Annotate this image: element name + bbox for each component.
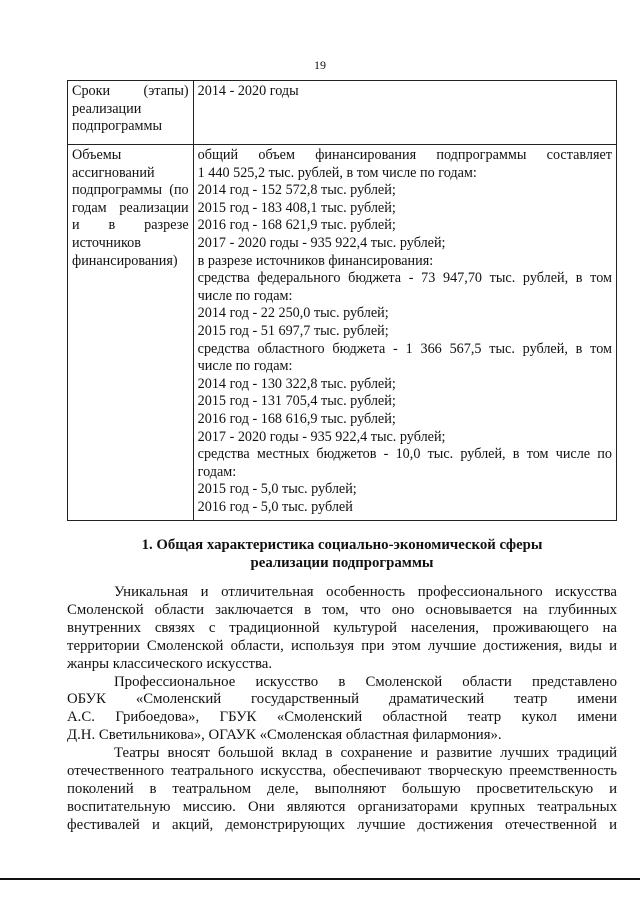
value-line: средства местных бюджетов - 10,0 тыс. рублей, в том числе по bbox=[197, 446, 612, 463]
paragraph-line: ОБУК «Смоленский государственный драматический театр имени bbox=[67, 691, 617, 708]
label-line: Сроки (этапы) bbox=[72, 83, 189, 99]
section-title bbox=[67, 536, 617, 572]
label-line: и в разрезе bbox=[72, 217, 189, 234]
value-line: 2016 год - 168 616,9 тыс. рублей; bbox=[197, 410, 396, 427]
label-line: годам реализации bbox=[72, 199, 189, 216]
value-line: 1 440 525,2 тыс. рублей, в том числе по годам: bbox=[197, 164, 477, 181]
paragraph-line: жанры классического искусства. bbox=[67, 655, 273, 672]
page-number: 19 bbox=[314, 58, 326, 72]
section-title-line: 1. Общая характеристика социально-экономической сферы bbox=[141, 537, 543, 553]
paragraph-line: воспитательную миссию. Они являются организаторами крупных театральных bbox=[67, 798, 617, 815]
value-line: средства федерального бюджета - 73 947,70 тыс. рублей, в том bbox=[197, 270, 612, 287]
paragraph-line: А.С. Грибоедова», ГБУК «Смоленский областной театр кукол имени bbox=[67, 709, 617, 726]
section-title-line: реализации подпрограммы bbox=[250, 555, 434, 571]
label-line: реализации bbox=[72, 100, 142, 117]
label-line: подпрограммы bbox=[72, 118, 162, 135]
value-line: 2015 год - 5,0 тыс. рублей; bbox=[197, 481, 357, 498]
label-line: ассигнований bbox=[72, 164, 155, 181]
value-line: 2015 год - 183 408,1 тыс. рублей; bbox=[197, 199, 396, 216]
paragraph-line: Уникальная и отличительная особенность профессионального искусства bbox=[114, 584, 617, 600]
label-line: источников bbox=[72, 234, 141, 251]
table-row-terms bbox=[68, 81, 617, 145]
value-line: 2014 год - 152 572,8 тыс. рублей; bbox=[197, 182, 396, 199]
paragraph-line: Д.Н. Светильникова», ОГАУК «Смоленская областная филармония». bbox=[67, 727, 502, 744]
label-cell-terms bbox=[68, 81, 194, 145]
value-line: числе по годам: bbox=[197, 287, 293, 304]
bottom-rule bbox=[0, 878, 640, 880]
value-cell-terms: 2014 - 2020 годы bbox=[193, 81, 616, 145]
label-cell-funding bbox=[68, 145, 194, 521]
value-line: 2016 год - 168 621,9 тыс. рублей; bbox=[197, 217, 396, 234]
value-line: годам: bbox=[197, 463, 237, 480]
value-line: 2017 - 2020 годы - 935 922,4 тыс. рублей; bbox=[197, 428, 446, 445]
value-line: числе по годам: bbox=[197, 358, 293, 375]
value-line: 2015 год - 51 697,7 тыс. рублей; bbox=[197, 322, 389, 339]
paragraph-line: внутренних связях с традиционной культурой населения, проживающего на bbox=[67, 619, 617, 636]
value-line: 2017 - 2020 годы - 935 922,4 тыс. рублей; bbox=[197, 234, 446, 251]
paragraph-line: Смоленской области заключается в том, что оно основывается на глубинных bbox=[67, 601, 617, 618]
paragraph-line: Профессиональное искусство в Смоленской области представлено bbox=[114, 673, 617, 690]
label-line: подпрограммы (по bbox=[72, 182, 189, 199]
label-line: финансирования) bbox=[72, 252, 178, 269]
value-line: 2014 год - 130 322,8 тыс. рублей; bbox=[197, 375, 396, 392]
value-line: средства областного бюджета - 1 366 567,5 тыс. рублей, в том bbox=[197, 340, 612, 357]
label-line: Объемы bbox=[72, 147, 122, 163]
paragraph-line: отечественного театрального искусства, обеспечивают творческую преемственность bbox=[67, 763, 617, 780]
paragraph-line: фестивалей и акций, демонстрирующих лучшие достижения отечественной и bbox=[67, 816, 617, 833]
value-line: 2015 год - 131 705,4 тыс. рублей; bbox=[197, 393, 396, 410]
value-line: в разрезе источников финансирования: bbox=[197, 252, 434, 269]
paragraph-line: Театры вносят большой вклад в сохранение и развитие лучших традиций bbox=[114, 745, 617, 762]
value-line: общий объем финансирования подпрограммы составляет bbox=[197, 147, 612, 163]
body-text bbox=[67, 584, 617, 835]
table-row-funding bbox=[68, 145, 617, 521]
value-cell-funding bbox=[193, 145, 616, 521]
subprogram-passport-table bbox=[67, 80, 617, 521]
value-line: 2014 год - 22 250,0 тыс. рублей; bbox=[197, 305, 389, 322]
paragraph-line: территории Смоленской области, используя при этом лучшие достижения, виды и bbox=[67, 637, 617, 654]
paragraph-line: поколений в театральном деле, выполняют большую просветительскую и bbox=[67, 780, 617, 797]
value-line: 2016 год - 5,0 тыс. рублей bbox=[197, 498, 353, 515]
